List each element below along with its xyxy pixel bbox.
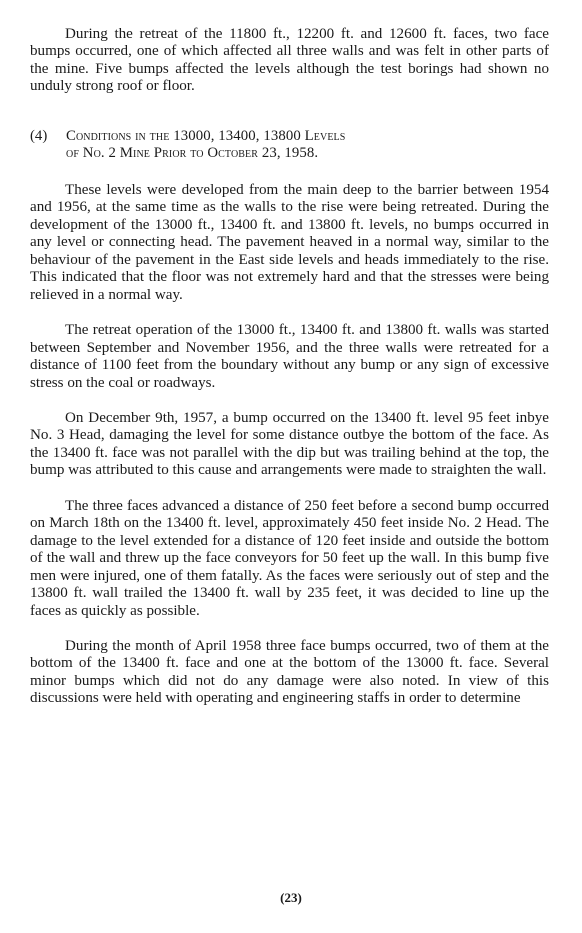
section-title bbox=[66, 128, 549, 163]
paragraph-march-bump: The three faces advanced a distance of 250 feet before a second bump occurred on March 18th on the 13400 ft. level, approximately 450 feet inside No. 2 Head. The damage to the level extended for a distance of 120 feet inside and outside the bottom of the wall and threw up the face conveyors for 50 feet up the wall. In this bump five men were injured, one of them fatally. As the faces were seriously out of step and the 13800 ft. wall trailed the 13400 ft. wall by 235 feet, it was decided to line up the faces as quickly as possible. bbox=[30, 497, 549, 619]
section-title-line-1: Conditions in the 13000, 13400, 13800 Levels bbox=[66, 127, 346, 144]
section-title-line-2: of No. 2 Mine Prior to October 23, 1958. bbox=[66, 145, 319, 162]
paragraph-retreat-11800: During the retreat of the 11800 ft., 12200 ft. and 12600 ft. faces, two face bumps occurred, one of which affected all three walls and was felt in other parts of the mine. Five bumps affected the levels although the test borings had shown no unduly strong roof or floor. bbox=[30, 26, 549, 95]
paragraph-december-bump: On December 9th, 1957, a bump occurred on the 13400 ft. level 95 feet inbye No. 3 Head, damaging the level for some distance outbye the bottom of the face. As the 13400 ft. face was not parallel with the dip but was trailing behind at the top, the bump was attributed to this cause and arrangements were made to straighten the wall. bbox=[30, 409, 549, 479]
paragraph-levels-development: These levels were developed from the main deep to the barrier between 1954 and 1956, at the same time as the walls to the rise were being retreated. During the development of the 13000 ft., 13400 ft. and 13800 ft. levels, no bumps occurred in any level or connecting head. The pavement heaved in a normal way, similar to the behaviour of the pavement in the East side levels and heads immediately to the rise. This indicated that the floor was not extremely hard and that the stresses were being relieved in a normal way. bbox=[30, 182, 549, 303]
document-page bbox=[30, 26, 549, 708]
paragraph-retreat-operation: The retreat operation of the 13000 ft., 13400 ft. and 13800 ft. walls was started between September and November 1956, and the three walls were retreated for a distance of 1100 feet from the boundary without any bump or any sign of excessive stress on the coal or roadways. bbox=[30, 322, 549, 391]
page-number: (23) bbox=[280, 890, 302, 905]
section-number: (4) bbox=[30, 127, 48, 144]
section-heading bbox=[30, 128, 549, 163]
paragraph-april-bumps: During the month of April 1958 three face bumps occurred, two of them at the bottom of the 13400 ft. face and one at the bottom of the 13000 ft. face. Several minor bumps which did not do any damage were also noted. In view of this discussions were held with operating and engineering staffs in order to determine bbox=[30, 637, 549, 707]
